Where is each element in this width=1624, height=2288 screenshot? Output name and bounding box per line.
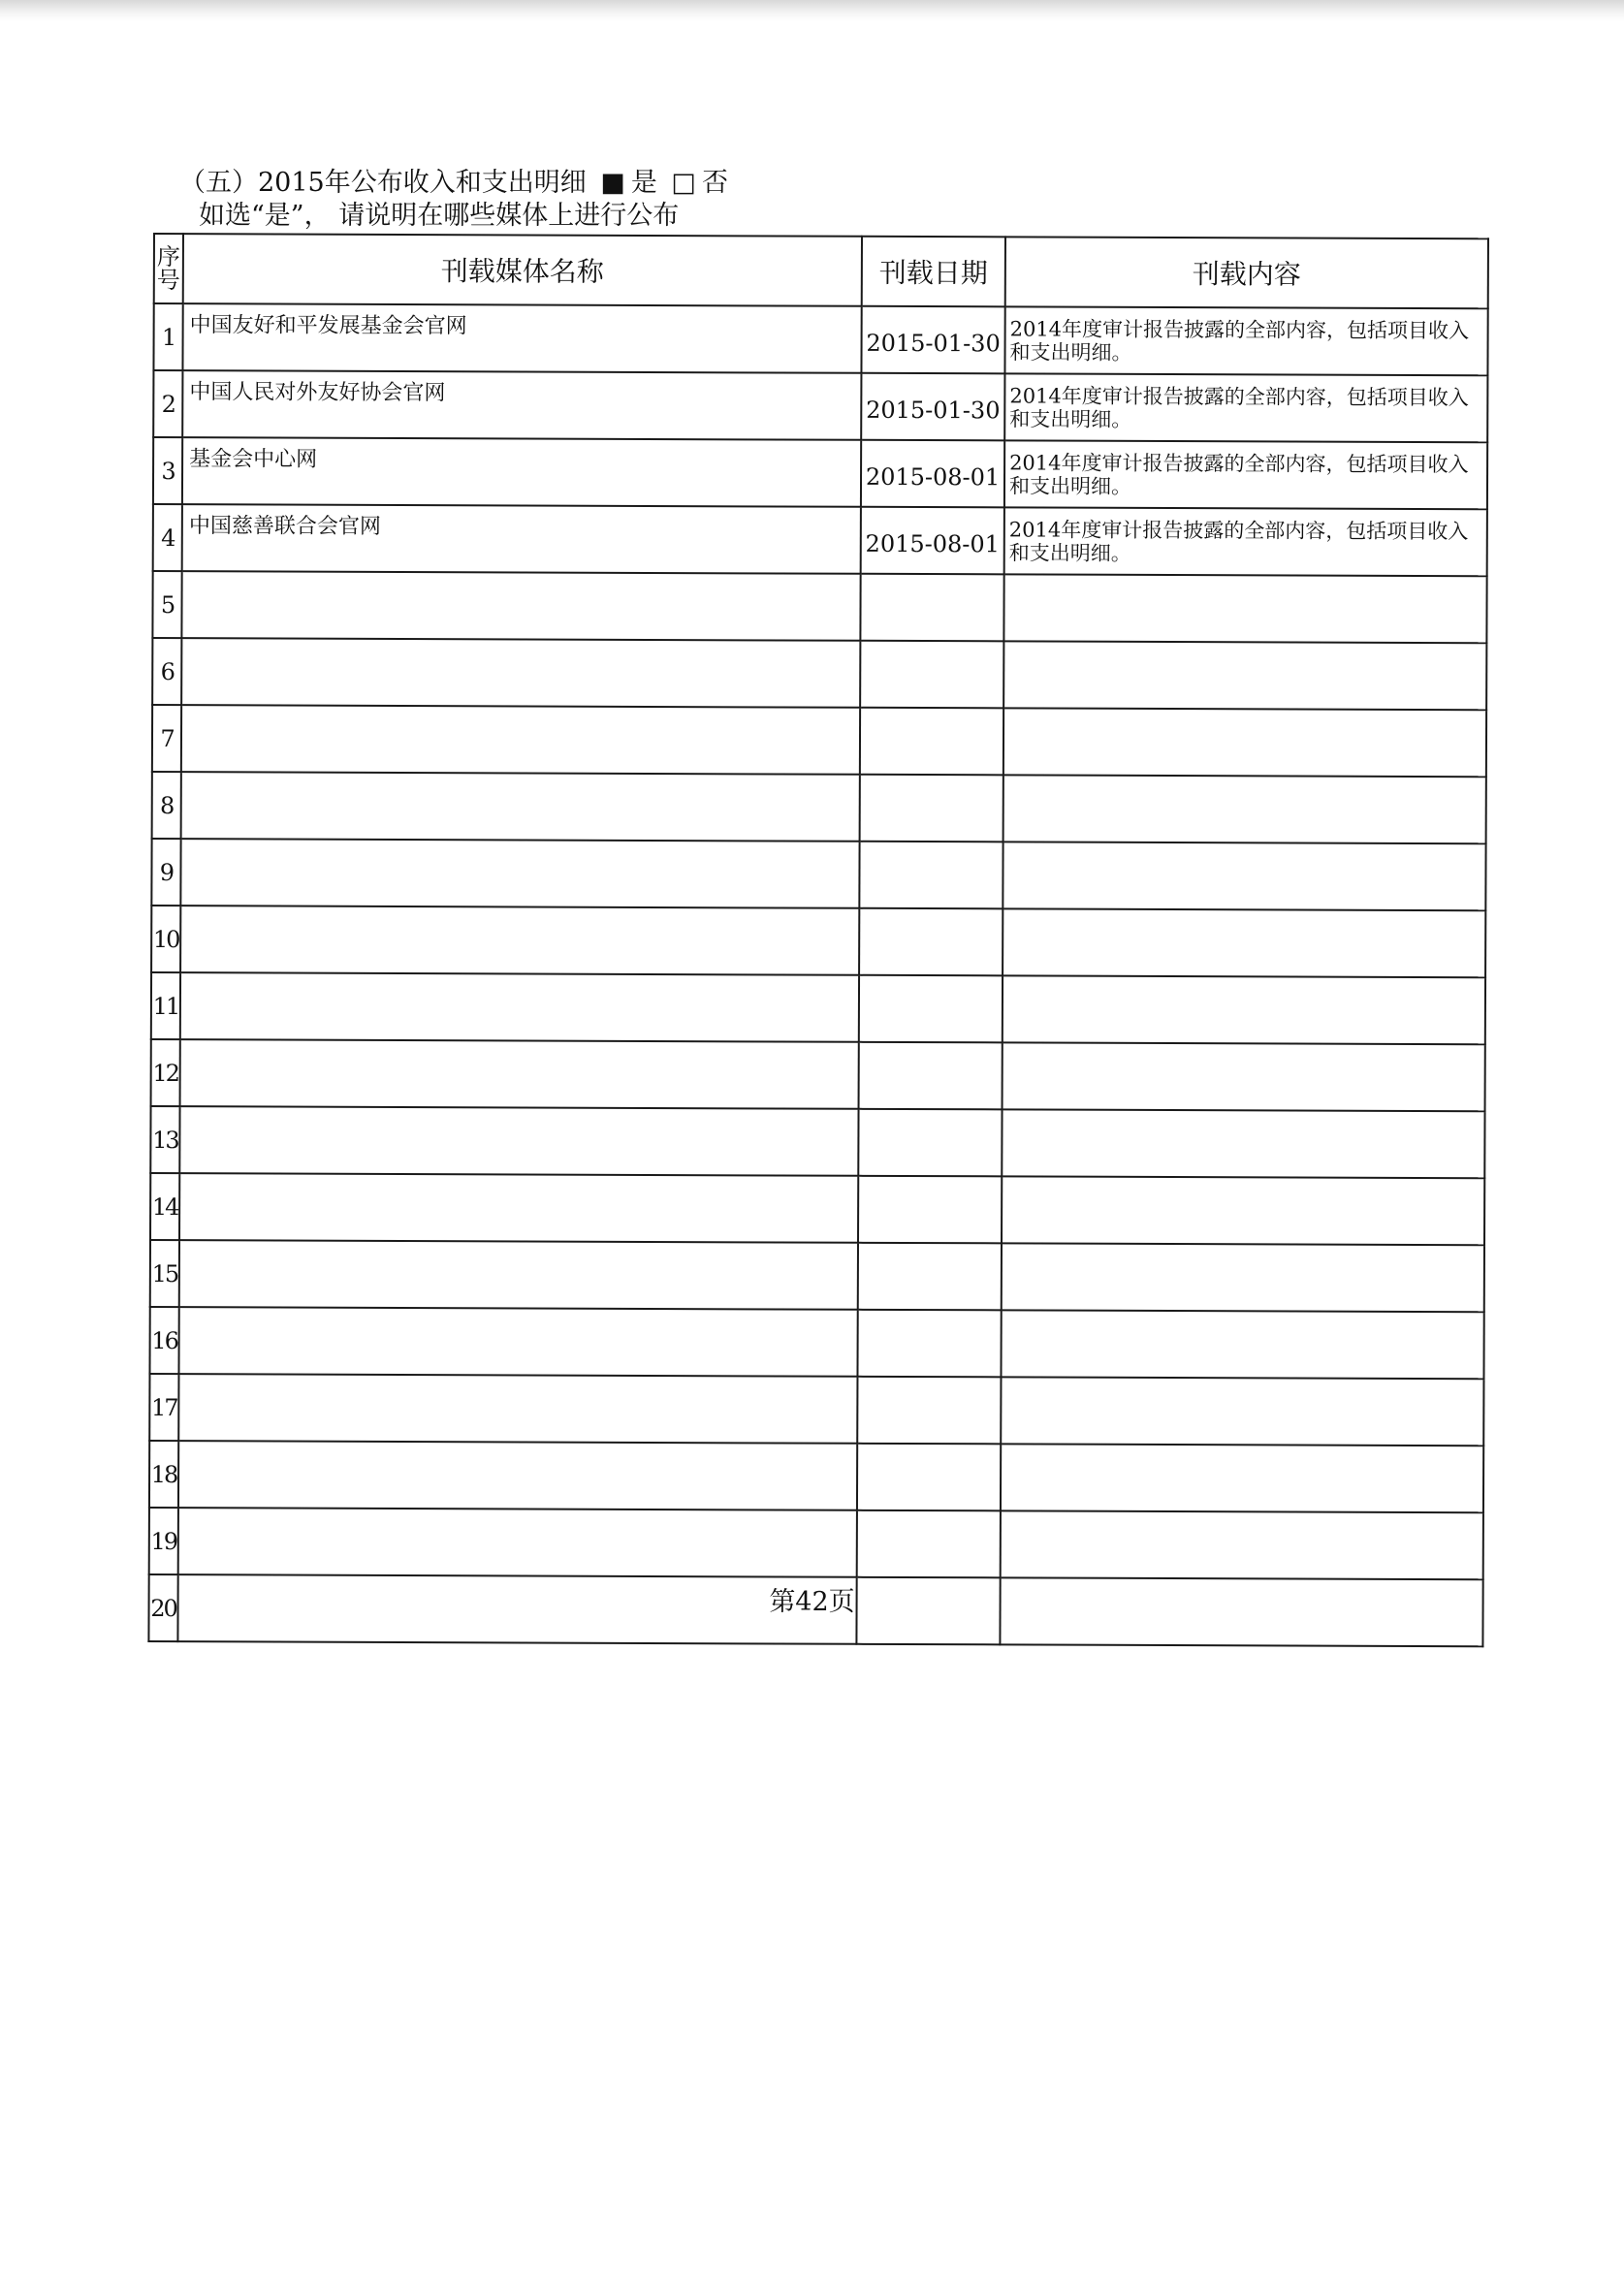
table-row [149, 1374, 1483, 1446]
heading-line-1 [179, 167, 728, 200]
header-publish-date: 刊载日期 [862, 237, 1005, 307]
row-publish-content [1003, 775, 1486, 843]
row-serial-number: 19 [149, 1508, 178, 1574]
row-serial-number: 5 [152, 571, 181, 638]
row-media-name [179, 1240, 858, 1310]
row-media-name [179, 1106, 858, 1176]
row-publish-date [858, 1109, 1002, 1177]
table-row [150, 1106, 1484, 1178]
row-media-name [178, 1441, 857, 1510]
row-serial-number: 20 [148, 1574, 177, 1641]
table-row [152, 772, 1486, 843]
row-media-name [181, 772, 860, 842]
row-publish-date [857, 1510, 1001, 1578]
checked-checkbox-icon: ■ [600, 168, 625, 198]
row-media-name [181, 705, 860, 775]
table-row [153, 504, 1487, 576]
row-publish-content [1001, 1310, 1483, 1379]
row-publish-content [1002, 1176, 1484, 1245]
row-media-name [180, 906, 859, 975]
row-publish-content [1003, 574, 1486, 643]
row-publish-date [857, 1444, 1001, 1511]
table-body [148, 303, 1487, 1646]
row-media-name: 中国慈善联合会官网 [182, 504, 861, 574]
row-publish-content [1003, 641, 1486, 710]
row-publish-content: 2014年度审计报告披露的全部内容，包括项目收入和支出明细。 [1004, 306, 1487, 375]
yes-option-label: 是 [630, 168, 657, 198]
table-row [151, 839, 1485, 910]
row-media-name [179, 1173, 858, 1243]
row-media-name: 中国人民对外友好协会官网 [182, 370, 861, 440]
row-publish-date [859, 908, 1003, 976]
table-row [153, 437, 1487, 509]
unchecked-checkbox-icon: □ [671, 168, 696, 198]
row-publish-date: 2015-01-30 [861, 306, 1004, 374]
row-serial-number: 9 [151, 839, 180, 906]
row-publish-date: 2015-08-01 [861, 440, 1004, 508]
heading-title: （五）2015年公布收入和支出明细 [179, 168, 587, 198]
table-row [149, 1508, 1483, 1579]
table-row [150, 1173, 1484, 1245]
row-serial-number: 16 [149, 1307, 178, 1374]
section-heading [179, 167, 728, 233]
table-row [151, 906, 1485, 977]
row-media-name [178, 1508, 857, 1577]
row-media-name [180, 839, 859, 908]
header-publish-content: 刊载内容 [1005, 237, 1488, 308]
row-publish-content: 2014年度审计报告披露的全部内容，包括项目收入和支出明细。 [1004, 440, 1487, 509]
row-publish-date [858, 1176, 1002, 1244]
no-option-label: 否 [701, 168, 728, 198]
scan-edge-shadow [0, 0, 1624, 21]
row-media-name [181, 571, 860, 641]
header-media-name: 刊载媒体名称 [183, 234, 862, 306]
row-publish-date [857, 1377, 1001, 1445]
table-row [149, 1441, 1483, 1512]
header-serial-bottom: 号 [156, 267, 180, 295]
row-serial-number: 1 [153, 303, 182, 370]
row-serial-number: 4 [153, 504, 182, 571]
table-row [153, 370, 1487, 442]
row-publish-date [859, 842, 1003, 909]
table-row [151, 1039, 1485, 1111]
row-serial-number: 18 [149, 1441, 178, 1508]
table-header-row [154, 234, 1488, 308]
table-row [152, 705, 1486, 777]
row-publish-content: 2014年度审计报告披露的全部内容，包括项目收入和支出明细。 [1004, 507, 1487, 576]
row-publish-content [1002, 1109, 1484, 1178]
row-publish-content: 2014年度审计报告披露的全部内容，包括项目收入和支出明细。 [1004, 373, 1487, 442]
row-serial-number: 17 [149, 1374, 178, 1441]
table-row [152, 571, 1486, 643]
row-media-name [178, 1374, 857, 1444]
table-row [153, 303, 1487, 375]
row-publish-date [860, 775, 1003, 842]
row-publish-content [1003, 1042, 1485, 1111]
row-publish-date [858, 1243, 1002, 1311]
row-serial-number: 8 [152, 772, 181, 839]
row-serial-number: 13 [150, 1106, 179, 1173]
media-publication-table [147, 233, 1489, 1647]
header-serial-number [154, 234, 183, 303]
row-publish-content [1003, 842, 1485, 910]
row-serial-number: 10 [151, 906, 180, 972]
table-row [150, 1240, 1484, 1312]
heading-line-2: 如选“是”， 请说明在哪些媒体上进行公布 [199, 201, 680, 231]
row-serial-number: 6 [152, 638, 181, 705]
row-serial-number: 14 [150, 1173, 179, 1240]
row-serial-number: 2 [153, 370, 182, 437]
row-serial-number: 12 [151, 1039, 180, 1106]
row-publish-content [1001, 1377, 1483, 1446]
row-publish-content [1003, 908, 1485, 977]
table-row [149, 1307, 1483, 1379]
row-serial-number: 7 [152, 705, 181, 772]
row-publish-date: 2015-01-30 [861, 373, 1004, 441]
header-serial-top: 序 [156, 243, 180, 271]
row-media-name: 中国友好和平发展基金会官网 [182, 303, 861, 373]
row-publish-content [1003, 975, 1485, 1044]
row-publish-date [859, 1042, 1003, 1110]
table-row [152, 638, 1486, 710]
row-publish-date [860, 641, 1003, 709]
row-publish-date [860, 708, 1003, 776]
row-media-name: 基金会中心网 [182, 437, 861, 507]
row-media-name [180, 972, 859, 1042]
row-serial-number: 15 [150, 1240, 179, 1307]
row-serial-number: 3 [153, 437, 182, 504]
row-publish-date [859, 975, 1003, 1043]
media-table-wrapper [147, 233, 1489, 1647]
row-publish-content [1001, 1444, 1483, 1512]
row-publish-content [1001, 1510, 1483, 1579]
table-row [151, 972, 1485, 1044]
row-publish-date: 2015-08-01 [861, 507, 1004, 575]
row-media-name [181, 638, 860, 708]
row-media-name [178, 1307, 857, 1377]
row-serial-number: 11 [151, 972, 180, 1039]
row-publish-date [857, 1310, 1001, 1378]
row-publish-content [1003, 708, 1486, 777]
row-media-name [180, 1039, 859, 1109]
row-publish-date [860, 574, 1003, 642]
page-number: 第42页 [769, 1587, 855, 1617]
row-publish-content [1002, 1243, 1484, 1312]
